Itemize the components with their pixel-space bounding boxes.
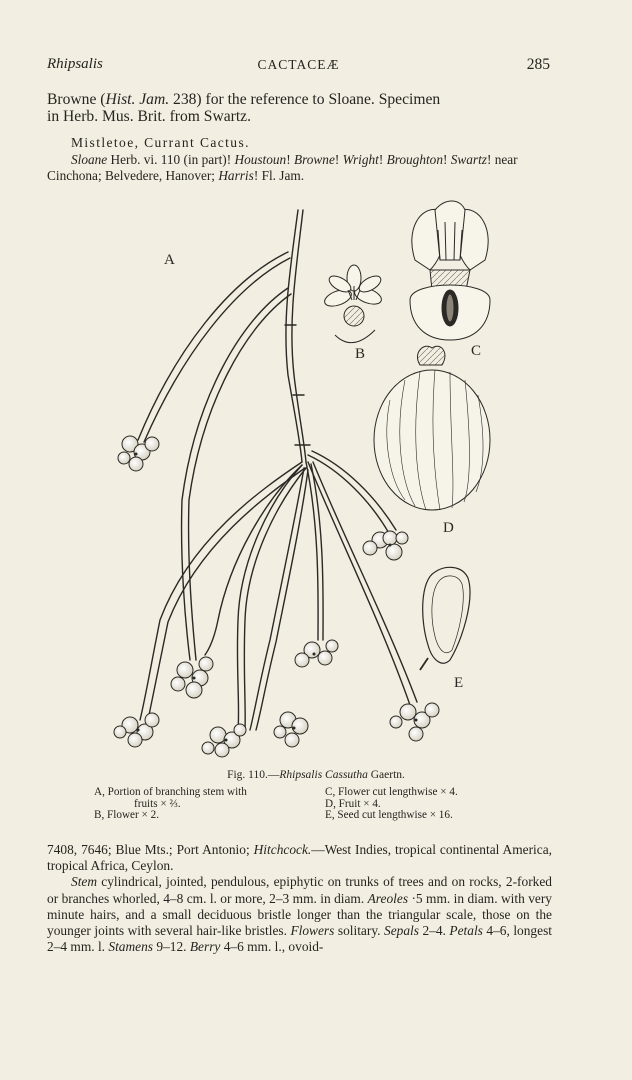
specimen-citations: Sloane Herb. vi. 110 (in part)! Houstoun! Browne! Wright! Broughton! Swartz! near Cinchona; Belvedere, Hanover; Harris! Fl. Jam. (47, 152, 518, 183)
distribution-paragraph: 7408, 7646; Blue Mts.; Port Antonio; Hitchcock.—West Indies, tropical continental America, tropical Africa, Ceylon. (47, 842, 553, 874)
flower-c (410, 201, 490, 340)
label-a: A (164, 252, 175, 268)
legend-d: D, Fruit × 4. (325, 797, 381, 810)
label-d: D (443, 520, 454, 536)
legend-c: C, Flower cut lengthwise × 4. (325, 786, 458, 798)
figure-caption: Fig. 110.—Rhipsalis Cassutha Gaertn. (227, 769, 405, 781)
label-c: C (471, 343, 482, 359)
running-head-genus: Rhipsalis (47, 56, 103, 72)
fruit-d (374, 346, 490, 510)
legend-a-cont: fruits × ⅔. (134, 797, 181, 810)
legend-e: E, Seed cut lengthwise × 16. (325, 809, 453, 821)
figure-legend-right (325, 787, 545, 822)
label-b: B (355, 346, 366, 362)
rhipsalis-drawing (90, 200, 540, 765)
vernacular-names: Mistletoe, Currant Cactus. (71, 135, 250, 150)
figure-legend-left (94, 787, 309, 822)
flower-b (322, 265, 383, 343)
legend-a: A, Portion of branching stem with (94, 786, 247, 798)
body-text (47, 842, 552, 955)
botanical-illustration (90, 200, 540, 765)
label-e: E (454, 675, 464, 691)
seed-e (420, 567, 470, 670)
intro-paragraph: Browne (Hist. Jam. 238) for the reference to Sloane. Specimen in Herb. Mus. Brit. from Swartz. (47, 91, 441, 125)
species-name: Rhipsalis Cassutha (279, 769, 368, 781)
hist-jam-ref: Hist. Jam. (105, 91, 170, 108)
running-head (47, 56, 550, 74)
berry-dots (135, 453, 418, 742)
page-number: 285 (526, 56, 550, 73)
legend-b: B, Flower × 2. (94, 809, 160, 821)
running-head-family: CACTACEÆ (257, 57, 340, 72)
description-paragraph: Stem cylindrical, jointed, pendulous, epiphytic on trunks of trees and on rocks, 2-forked or branches whorled, 4–8 cm. l. or more, 2–3 mm. in diam. Areoles ·5 mm. in diam. with very minute hairs, and a small deciduous bristle longer than the triangular scale, those on the younger joints with several hair-like bristles. Flowers solitary. Sepals 2–4. Petals 4–6, longest 2–4 mm. l. Stamens 9–12. Berry 4–6 mm. l., ovoid- (47, 874, 552, 955)
